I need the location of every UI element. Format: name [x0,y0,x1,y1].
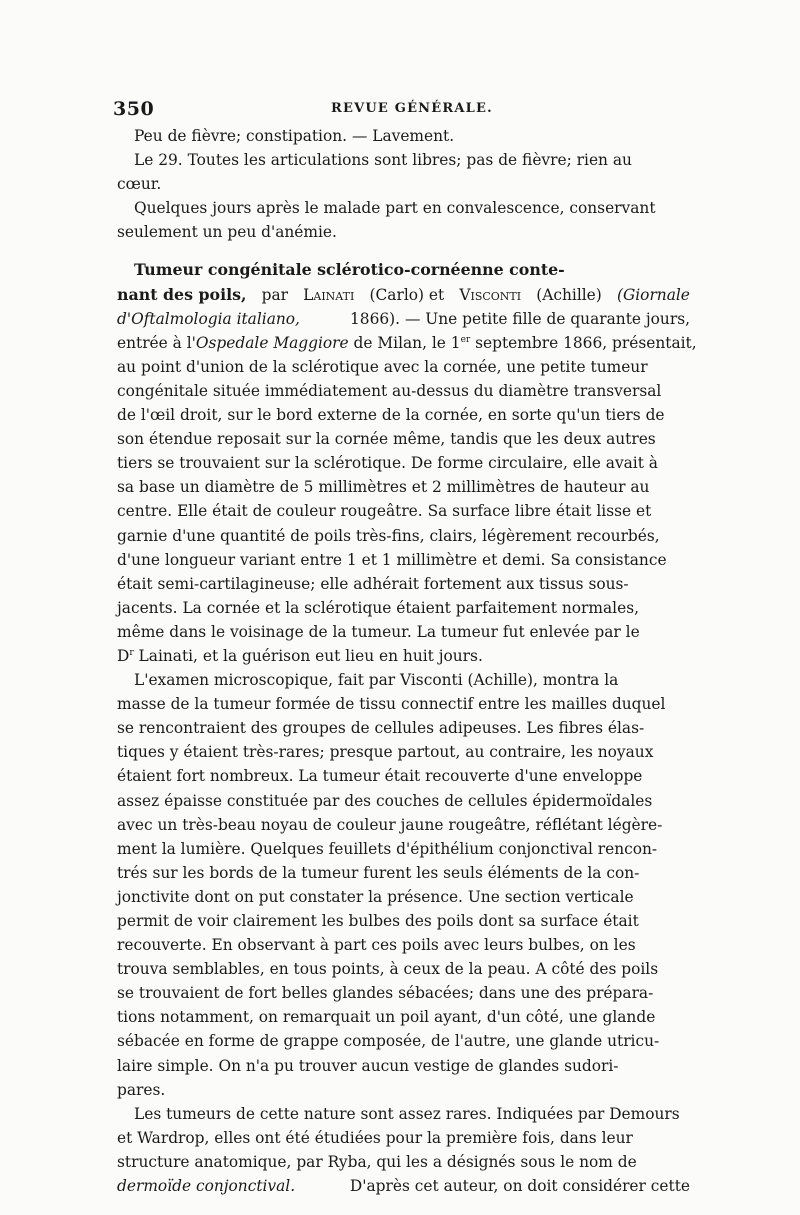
text-line: dermoïde conjonctival. D'après cet auteur, on doit considérer cette [117,1177,690,1196]
text-line: se trouvaient de fort belles glandes sébacées; dans une des prépara- [117,984,654,1003]
page-header [113,98,690,122]
text-line: structure anatomique, par Ryba, qui les a désignés sous le nom de [117,1152,637,1171]
text-line: masse de la tumeur formée de tissu connectif entre les mailles duquel [117,695,666,714]
text-line: jacents. La cornée et la sclérotique étaient parfaitement normales, [117,598,640,617]
article-title: Tumeur congénitale sclérotico-cornéenne conte- [134,260,565,280]
text-line: ment la lumière. Quelques feuillets d'épithélium conjonctival rencon- [117,839,658,858]
text-line: tiques y étaient très-rares; presque partout, au contraire, les noyaux [117,743,654,762]
text-line: recouverte. En observant à part ces poils avec leurs bulbes, on les [117,936,636,955]
text-line: laire simple. On n'a pu trouver aucun vestige de glandes sudori- [117,1056,619,1075]
text-line: Peu de fièvre; constipation. — Lavement. [134,127,455,145]
text-line: tiers se trouvaient sur la sclérotique. De forme circulaire, elle avait à [117,454,658,473]
text-line: son étendue reposait sur la cornée même, tandis que les deux autres [117,430,656,449]
text-line: d'une longueur variant entre 1 et 1 millimètre et demi. Sa consistance [117,550,667,569]
running-head: REVUE GÉNÉRALE. [331,101,493,116]
text-line: tions notamment, on remarquait un poil ayant, d'un côté, une glande [117,1008,656,1027]
text-line: jonctivite dont on put constater la présence. Une section verticale [117,887,634,906]
text-line: et Wardrop, elles ont été étudiées pour la première fois, dans leur [117,1128,633,1147]
body-text [117,124,697,1198]
text-line: sa base un diamètre de 5 millimètres et 2 millimètres de hauteur au [117,478,650,497]
text-line: était semi-cartilagineuse; elle adhérait fortement aux tissus sous- [117,574,629,593]
text-line: entrée à l'Ospedale Maggiore de Milan, le 1er septembre 1866, présentait, [117,333,697,352]
text-line: étaient fort nombreux. La tumeur était recouverte d'une enveloppe [117,767,643,786]
text-line: d'Oftalmologia italiano, 1866). — Une petite fille de quarante jours, [117,309,690,328]
text-line: $D^r$ Lainati, et la guérison eut lieu en huit jours. [117,646,483,665]
text-line: garnie d'une quantité de poils très-fins, clairs, légèrement recourbés, [117,526,660,545]
text-line: centre. Elle était de couleur rougeâtre. Sa surface libre était lisse et [117,502,652,521]
text-line: L'examen microscopique, fait par Visconti (Achille), montra la [134,671,619,690]
text-line: assez épaisse constituée par des couches de cellules épidermoïdales [117,791,653,810]
text-line: même dans le voisinage de la tumeur. La tumeur fut enlevée par le [117,622,640,641]
article-title-line: nant des poils, par Lainati (Carlo) et Visconti (Achille) (Giornale [117,284,690,304]
text-line: sébacée en forme de grappe composée, de l'autre, une glande utricu- [117,1032,660,1051]
text-line: Quelques jours après le malade part en convalescence, conservant [134,199,656,218]
text-line: Le 29. Toutes les articulations sont libres; pas de fièvre; rien au [134,151,632,170]
text-line: seulement un peu d'anémie. [117,223,337,242]
section-gap [117,244,690,258]
text-line: Les tumeurs de cette nature sont assez rares. Indiquées par Demours [134,1104,680,1123]
text-line: au point d'union de la sclérotique avec la cornée, une petite tumeur [117,357,648,376]
text-line: congénitale située immédiatement au-dessus du diamètre transversal [117,381,662,400]
text-line: cœur. [117,175,162,194]
text-line: de l'œil droit, sur le bord externe de la cornée, en sorte qu'un tiers de [117,406,665,425]
text-line: avec un très-beau noyau de couleur jaune rougeâtre, réflétant légère- [117,815,663,834]
text-line: trés sur les bords de la tumeur furent les seuls éléments de la con- [117,863,640,882]
text-line: trouva semblables, en tous points, à ceux de la peau. A côté des poils [117,960,659,979]
text-line: permit de voir clairement les bulbes des poils dont sa surface était [117,912,639,930]
page-number: 350 [113,98,155,120]
text-line: se rencontraient des groupes de cellules adipeuses. Les fibres élas- [117,719,645,738]
text-line: pares. [117,1080,166,1099]
